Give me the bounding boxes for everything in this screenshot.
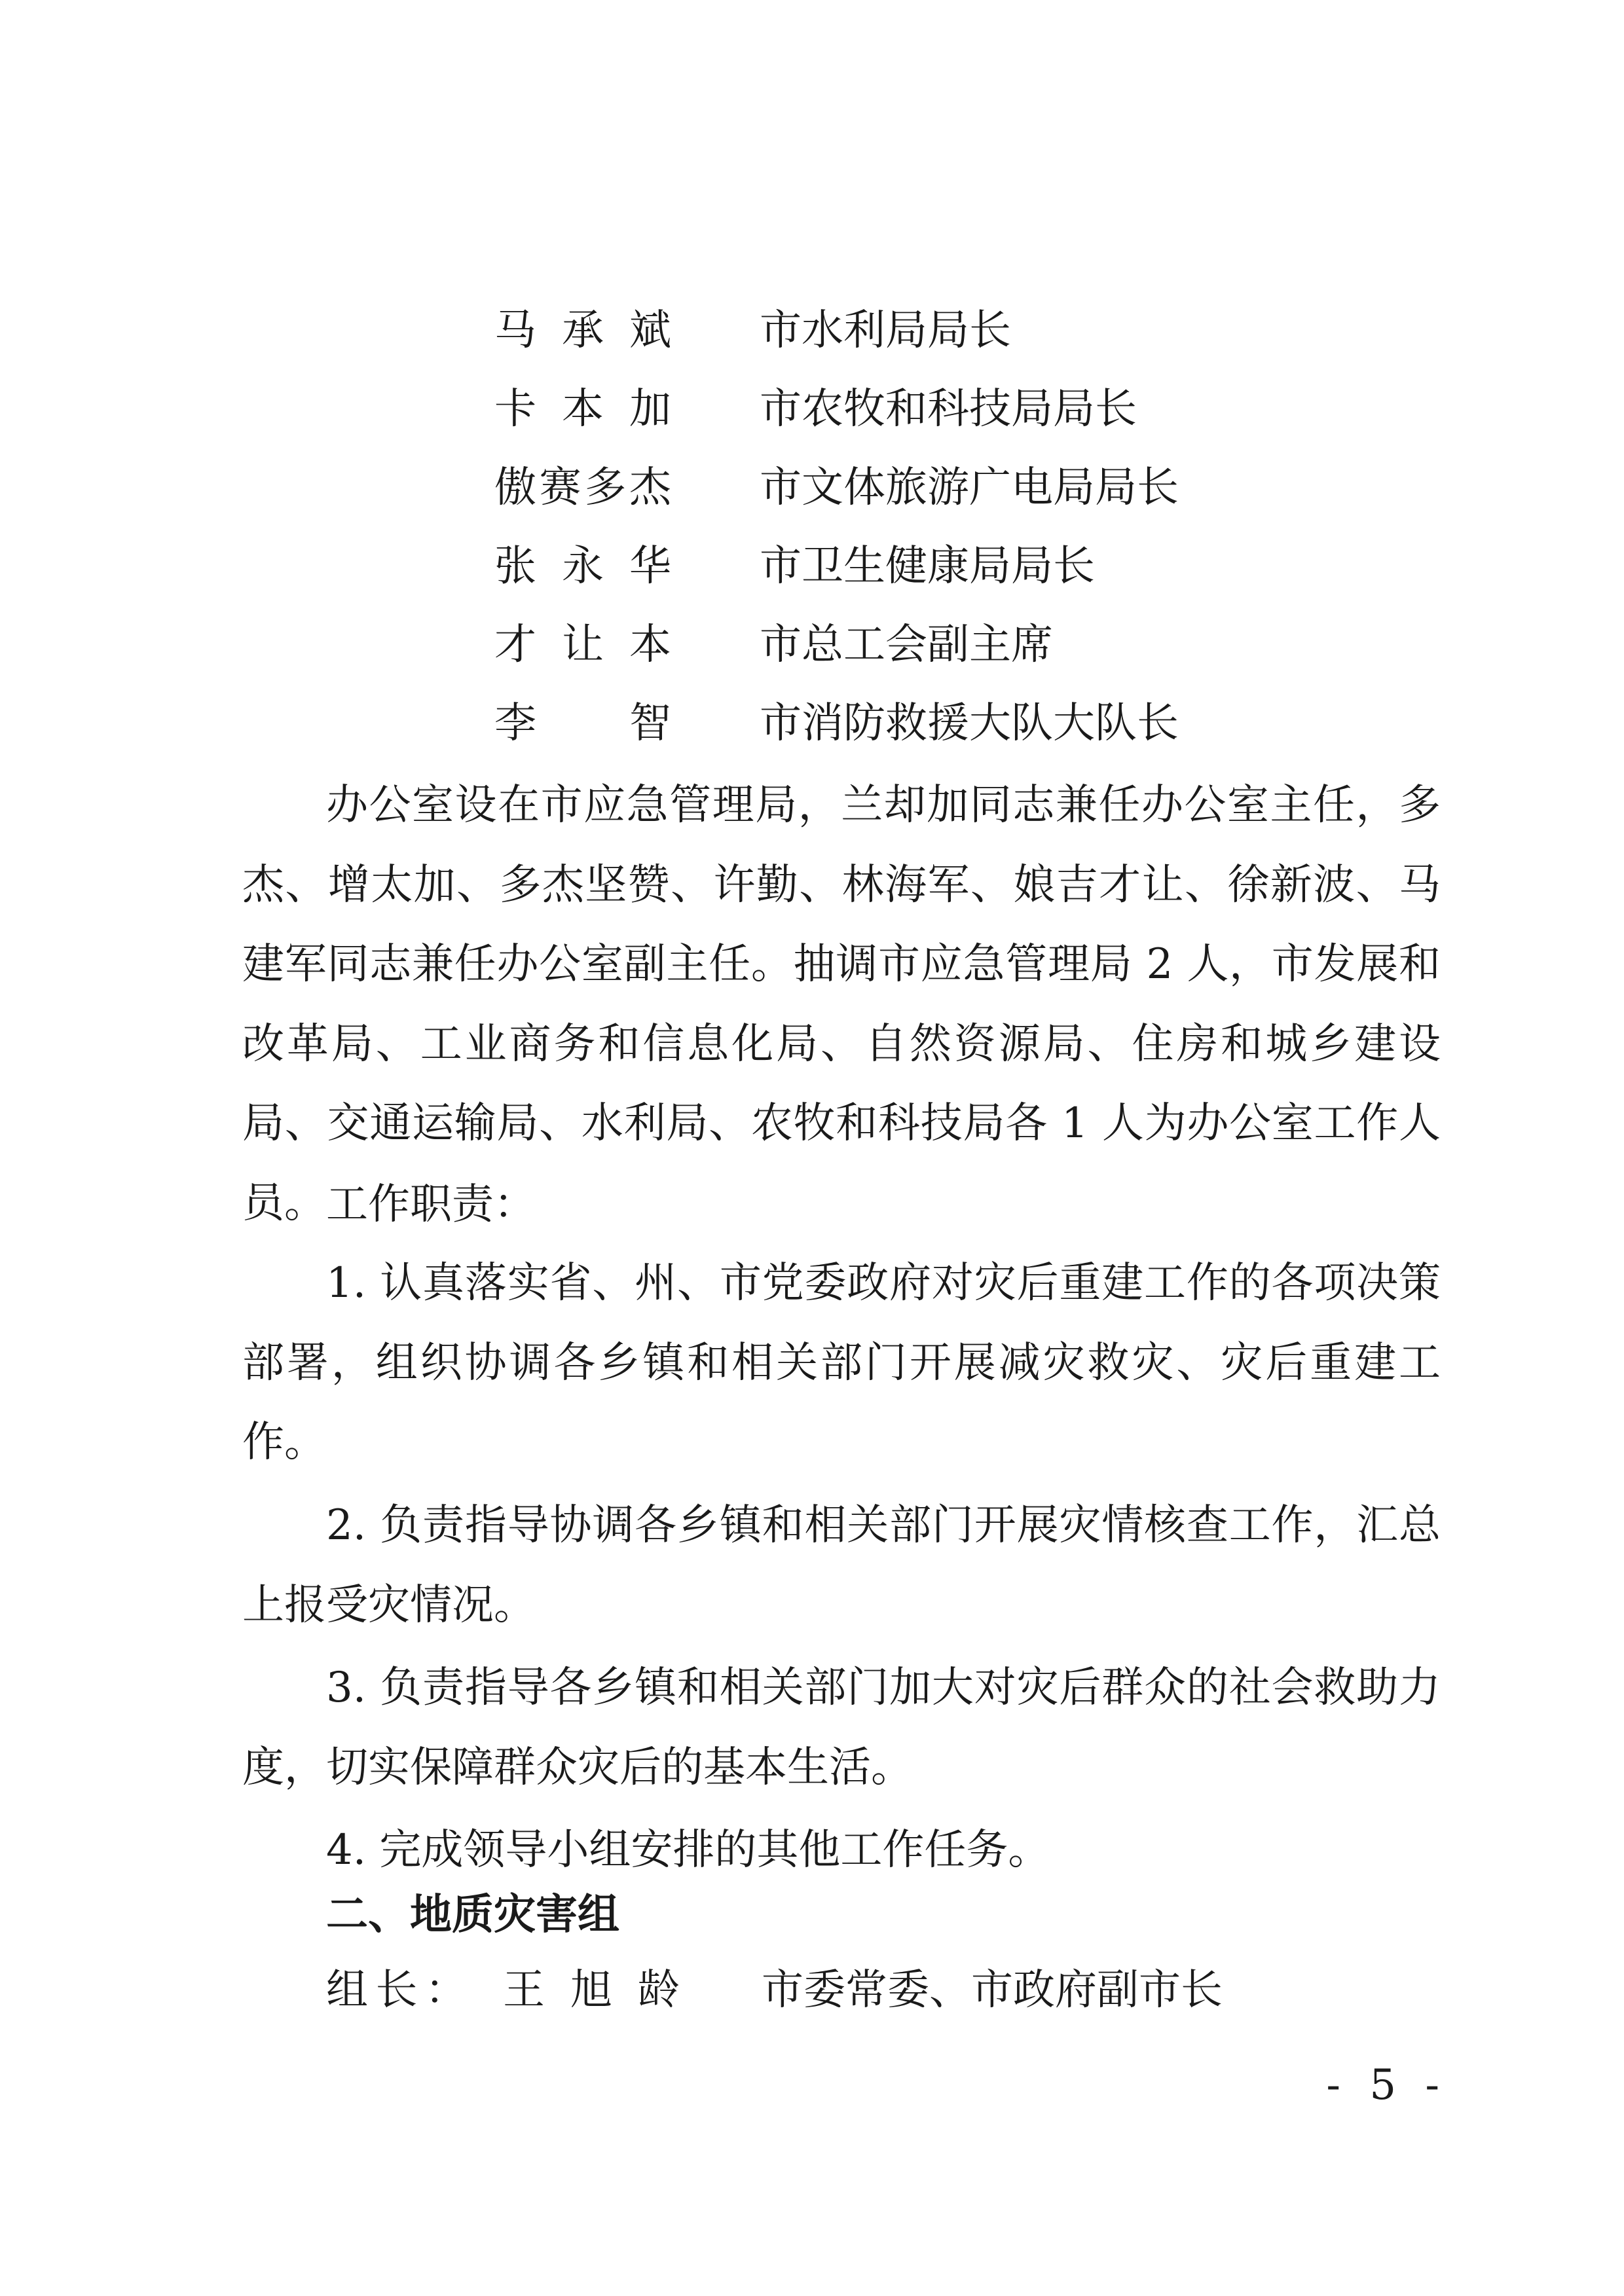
group-leader-name: 王旭龄 (503, 1966, 680, 2014)
member-name: 马承斌 (494, 306, 671, 355)
section-heading: 二、地质灾害组 (326, 1891, 619, 1939)
duty-item: 4. 完成领导小组安排的其他工作任务。 (326, 1826, 1050, 1874)
member-name: 张永华 (494, 542, 671, 591)
member-name: 才让本 (494, 621, 671, 669)
member-title: 市卫生健康局局长 (760, 542, 1095, 591)
duty-item: 1. 认真落实省、州、市党委政府对灾后重建工作的各项决策部署，组织协调各乡镇和相关部门开展减灾救灾、灾后重建工作。 (242, 1259, 1441, 1467)
member-title: 市水利局局长 (760, 306, 1011, 355)
duties-heading: 工作职责： (326, 1180, 536, 1229)
member-title: 市农牧和科技局局长 (760, 385, 1137, 433)
duty-item: 2. 负责指导协调各乡镇和相关部门开展灾情核查工作，汇总上报受灾情况。 (242, 1501, 1441, 1630)
group-leader-row (326, 1961, 1439, 2020)
member-title: 市总工会副主席 (760, 621, 1053, 669)
office-paragraph: 办公室设在市应急管理局，兰却加同志兼任办公室主任，多杰、增太加、多杰坚赞、许勤、林海军、娘吉才让、徐新波、马建军同志兼任办公室副主任。抽调市应急管理局 2 人，市发展和改革局、工业商务和信息化局、自然资源局、住房和城乡建设局、交通运输局、水利局、农牧和科技局各 1 人为办公室工作人员。 (242, 781, 1441, 1228)
member-title: 市文体旅游广电局局长 (760, 464, 1179, 512)
member-name: 李智 (494, 699, 671, 748)
duty-item: 3. 负责指导各乡镇和相关部门加大对灾后群众的社会救助力度，切实保障群众灾后的基本生活。 (242, 1664, 1441, 1792)
group-leader-title: 市委常委、市政府副市长 (762, 1966, 1223, 2014)
member-name: 卡本加 (494, 385, 671, 433)
member-name: 傲赛多杰 (494, 464, 671, 512)
group-leader-label: 组长： (326, 1966, 467, 2014)
page-number: - 5 - (1326, 2061, 1447, 2109)
member-title: 市消防救援大队大队长 (760, 699, 1179, 748)
